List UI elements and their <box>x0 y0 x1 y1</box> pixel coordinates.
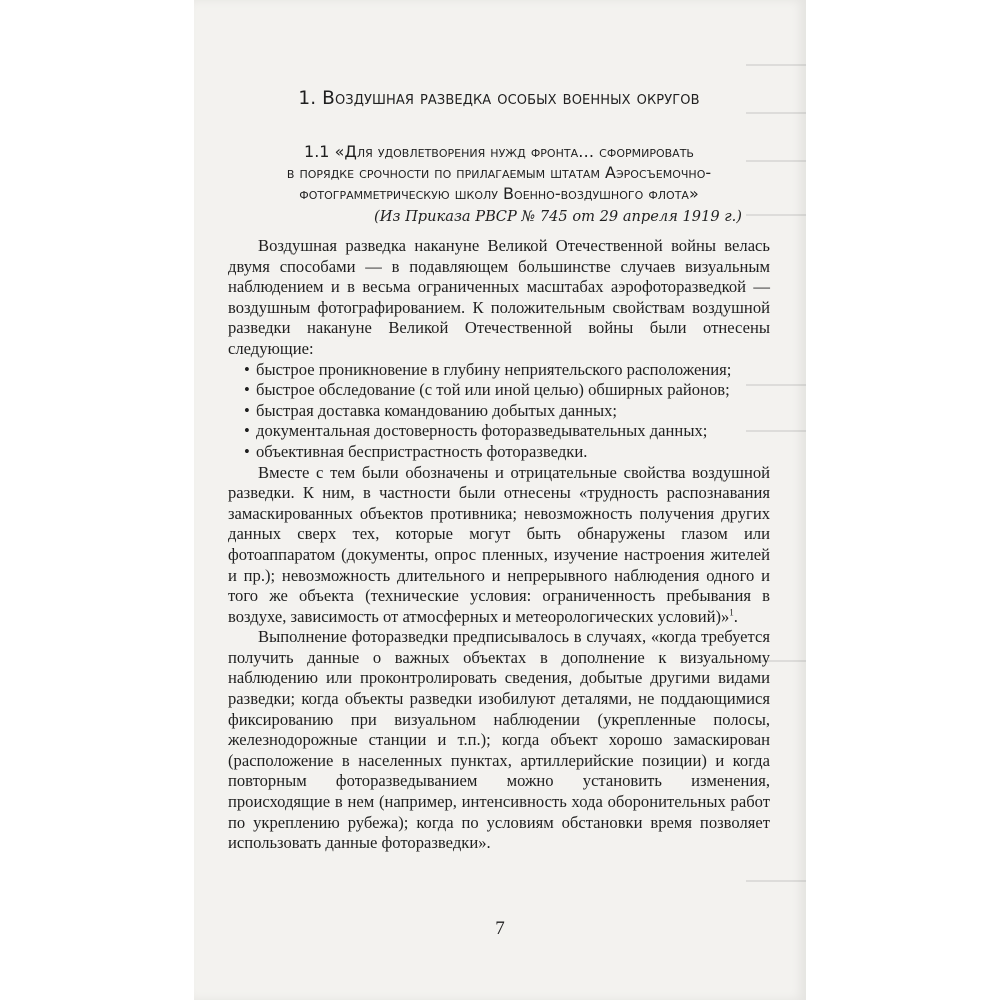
paragraph-end: . <box>733 606 738 626</box>
page-number: 7 <box>495 918 505 939</box>
bleed-through-line <box>746 64 806 66</box>
bullet-text: быстрая доставка командованию добытых данных; <box>256 400 618 420</box>
epigraph-source: (Из Приказа РВСР № 745 от 29 апреля 1919 г.) <box>374 208 742 225</box>
paragraph <box>228 463 770 628</box>
section-title-line: 1.1 «Для удовлетворения нужд фронта… сформировать <box>304 142 694 161</box>
paragraph: Воздушная разведка накануне Великой Отечественной войны велась двумя способами — в подавляющем большинстве случаев визуальным наблюдением и в весьма ограниченных масштабах аэрофоторазведкой — воздушным фотографированием. К положительным свойствам воздушной разведки накануне Великой Отечественной войны были отнесены следующие: <box>228 236 770 358</box>
paragraph: Выполнение фоторазведки предписывалось в случаях, «когда требуется получить данные о важных объектах в дополнение к визуальному наблюдению или проконтролировать сведения, добытые другими видами разведки; когда объекты разведки изобилуют деталями, не поддающимися фиксированию при визуальном наблюдении (укрепленные полосы, железнодорожные станции и т.п.); когда объект хорошо замаскирован (расположение в населенных пунктах, артиллерийские позиции) и когда повторным фоторазведыванием можно установить изменения, происходящие в нем (например, интенсивность хода оборонительных работ по укреплению рубежа); когда по условиям обстановки время позволяет использовать данные фоторазведки». <box>228 627 770 853</box>
bullet-text: объективная беспристрастность фоторазведки. <box>256 441 588 461</box>
section-title-line: в порядке срочности по прилагаемым штатам Аэросъемочно- <box>286 163 712 182</box>
page-content <box>228 88 770 854</box>
bullet-item <box>228 380 770 401</box>
bullet-item <box>228 401 770 422</box>
chapter-title: 1. Воздушная разведка особых военных округов <box>298 88 700 109</box>
footnote-ref: 1 <box>729 607 734 618</box>
body-text <box>228 236 770 854</box>
bullet-text: документальная достоверность фоторазведывательных данных; <box>256 421 708 441</box>
bullet-item <box>228 421 770 442</box>
paragraph-text: Вместе с тем были обозначены и отрицательные свойства воздушной разведки. К ним, в частности были отнесены «трудность распознавания замаскированных объектов противника; невозможность получения других данных сверх тех, которые могут быть обнаружены глазом или фотоаппаратом (документы, опрос пленных, изучение настроения жителей и пр.); невозможность длительного и непрерывного наблюдения одного и того же объекта (технические условия: ограниченность пребывания в воздухе, зависимость от атмосферных и метеорологических условий)» <box>228 462 770 626</box>
bullet-icon: • <box>244 359 250 379</box>
bullet-icon: • <box>244 441 250 461</box>
bullet-text: быстрое проникновение в глубину неприятельского расположения; <box>256 359 732 379</box>
bullet-item <box>228 360 770 381</box>
section-title <box>228 141 770 204</box>
bullet-item <box>228 442 770 463</box>
bullet-icon: • <box>244 421 250 441</box>
bullet-icon: • <box>244 400 250 420</box>
bullet-icon: • <box>244 380 250 400</box>
bullet-text: быстрое обследование (с той или иной целью) обширных районов; <box>256 380 730 400</box>
section-title-line: фотограмметрическую школу Военно-воздушного флота» <box>299 184 699 203</box>
bleed-through-line <box>746 880 806 882</box>
